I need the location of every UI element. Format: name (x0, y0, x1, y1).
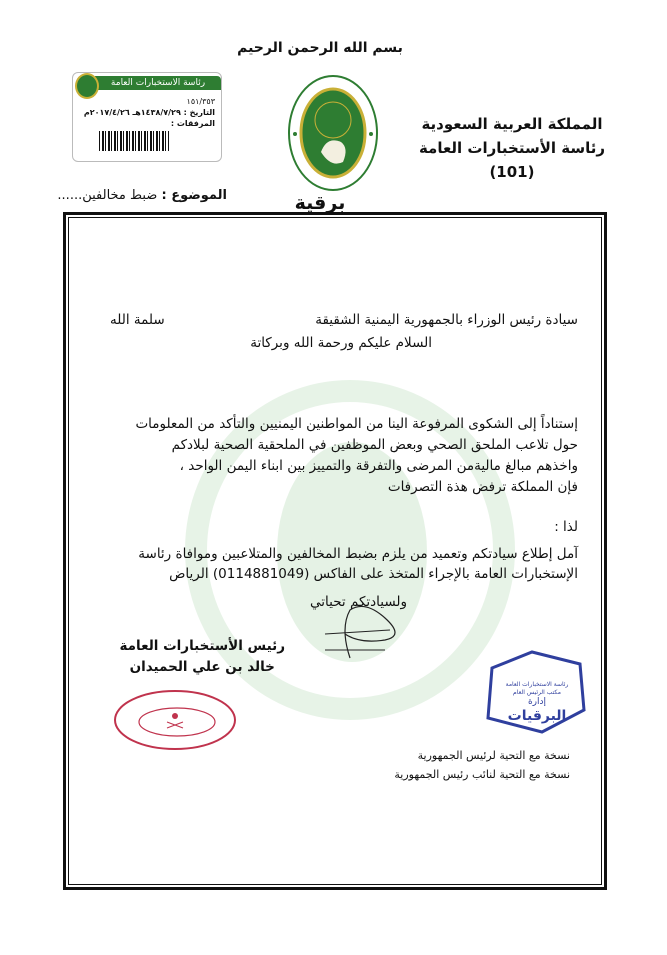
attachments-label: المرفقات : (170, 119, 215, 128)
greeting: السلام عليكم ورحمة الله وبركاتة (250, 335, 432, 351)
red-official-stamp (113, 688, 238, 752)
addressee: سيادة رئيس الوزراء بالجمهورية اليمنية الشقيقة (315, 312, 578, 328)
document-type: برقية (294, 192, 346, 214)
closing: ولسيادتكم تحياتي (310, 594, 408, 610)
request-line: آمل إطلاع سيادتكم وتعميد من يلزم بضبط المخالفين والمتلاعبين وموافاة رئاسة (138, 546, 578, 562)
request-line: الإستخبارات العامة بالإجراء المتخذ على الفاكس (0114881049) الرياض (169, 566, 578, 582)
request-paragraph (138, 544, 578, 584)
body-line: حول تلاعب الملحق الصحي وبعض الموظفين في الملحقية الصحية لبلادكم (171, 437, 578, 453)
agency-logo-emblem (287, 74, 379, 192)
stamp-line: البرقيات (507, 708, 567, 724)
copy-line: نسخة مع التحية لرئيس الجمهورية (417, 749, 570, 762)
body-line: فإن المملكة ترفض هذة التصرفات (387, 479, 578, 495)
body-line: واخذهم مبالغ ماليةمن المرضى والتفرقة والتمييز بين ابناء اليمن الواحد ، (179, 458, 578, 474)
signer-title: رئيس الأستخبارات العامة (119, 638, 285, 654)
basmala: بسم الله الرحمن الرحيم (237, 40, 403, 56)
subject-label: الموضوع : (161, 188, 227, 203)
stamp-line: رئاسة الاستخبارات العامة (505, 681, 569, 688)
reference-card (72, 72, 222, 162)
stamp-line: مكتب الرئيس العام (513, 689, 561, 696)
copies-list (394, 746, 570, 784)
subject (57, 188, 227, 203)
kingdom-name: المملكة العربية السعودية (421, 115, 603, 133)
reference-date: التاريخ : ١٤٣٨/٧/٢٩هـ ٢٠١٧/٤/٢٦م (83, 108, 215, 117)
agency-seal-icon (75, 73, 99, 99)
letterhead (419, 112, 605, 184)
salutation-suffix: سلمة الله (110, 312, 165, 328)
copy-line: نسخة مع التحية لنائب رئيس الجمهورية (394, 768, 570, 781)
signer-block (119, 636, 285, 678)
signer-name: خالد بن علي الحميدان (129, 659, 275, 675)
agency-name: رئاسة الأستخبارات العامة (418, 139, 605, 157)
stamp-line: إدارة (527, 697, 547, 707)
agency-code: (101) (489, 163, 535, 181)
body-paragraph (135, 414, 578, 498)
body-line: إستناداً إلى الشكوى المرفوعة الينا من المواطنين اليمنيين والتأكد من المعلومات (135, 416, 578, 432)
subject-value: ضبط مخالفين...... (57, 188, 158, 203)
therefore-label: لذا : (554, 519, 578, 535)
handwritten-signature (320, 598, 410, 660)
card-title: رئاسة الاستخبارات العامة (95, 76, 221, 90)
barcode (99, 131, 169, 151)
reference-number: ١٥١/٣٥٣ (186, 97, 215, 106)
blue-telegrams-dept-stamp (482, 648, 587, 736)
